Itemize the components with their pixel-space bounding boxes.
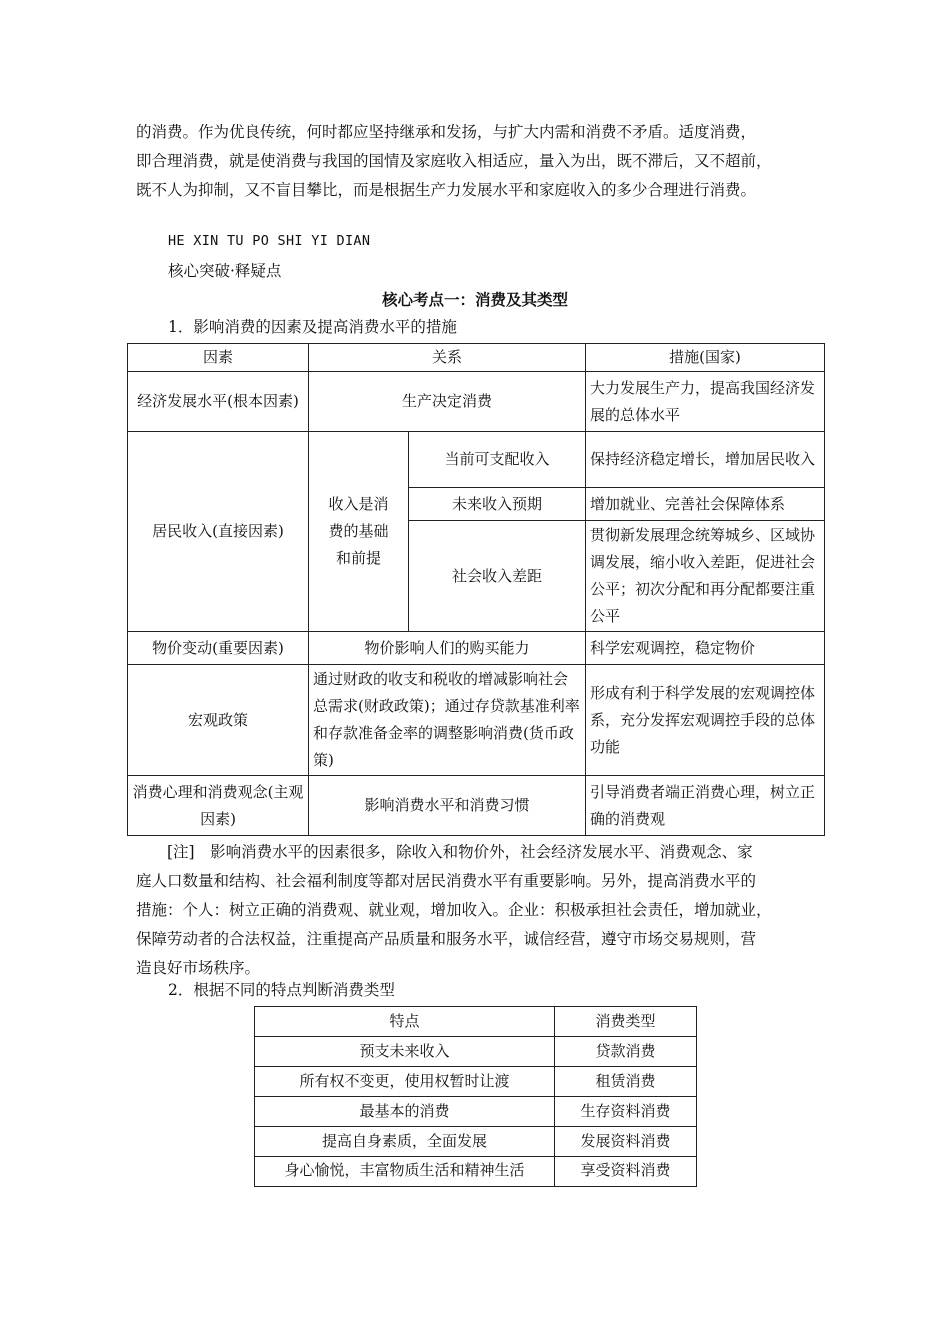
sub-factor-cell: 社会收入差距	[409, 521, 586, 632]
section-label: 核心突破·释疑点	[168, 262, 282, 280]
measure-cell: 引导消费者端正消费心理，树立正确的消费观	[586, 776, 825, 836]
section-pinyin: HE XIN TU PO SHI YI DIAN	[168, 233, 371, 249]
intro-line: 的消费。作为优良传统，何时都应坚持继承和发扬，与扩大内需和消费不矛盾。适度消费，	[136, 123, 757, 141]
table-header: 特点	[255, 1007, 555, 1037]
feature-cell: 身心愉悦，丰富物质生活和精神生活	[255, 1157, 555, 1187]
factor-cell: 居民收入(直接因素)	[128, 432, 309, 632]
type-cell: 租赁消费	[555, 1067, 697, 1097]
sub-factor-cell: 未来收入预期	[409, 488, 586, 521]
table-header: 消费类型	[555, 1007, 697, 1037]
measure-cell: 增加就业、完善社会保障体系	[586, 488, 825, 521]
note-line: 保障劳动者的合法权益，注重提高产品质量和服务水平，诚信经营，遵守市场交易规则，营	[136, 930, 757, 948]
feature-cell: 最基本的消费	[255, 1097, 555, 1127]
factor-cell: 经济发展水平(根本因素)	[128, 372, 309, 432]
note-paragraph	[136, 838, 826, 983]
feature-cell: 提高自身素质，全面发展	[255, 1127, 555, 1157]
factors-table	[127, 343, 825, 836]
factor-cell: 消费心理和消费观念(主观因素)	[128, 776, 309, 836]
factor-cell: 宏观政策	[128, 665, 309, 776]
type-cell: 发展资料消费	[555, 1127, 697, 1157]
measure-cell: 贯彻新发展理念统筹城乡、区域协调发展，缩小收入差距，促进社会公平；初次分配和再分配都要注重公平	[586, 521, 825, 632]
item1-title: 1．影响消费的因素及提高消费水平的措施	[168, 318, 457, 336]
measure-cell: 形成有利于科学发展的宏观调控体系，充分发挥宏观调控手段的总体功能	[586, 665, 825, 776]
relation-cell: 通过财政的收支和税收的增减影响社会总需求(财政政策)；通过存贷款基准利率和存款准备金率的调整影响消费(货币政策)	[309, 665, 586, 776]
feature-cell: 预支未来收入	[255, 1037, 555, 1067]
type-cell: 贷款消费	[555, 1037, 697, 1067]
table-header: 因素	[128, 344, 309, 372]
table-header: 措施(国家)	[586, 344, 825, 372]
consumption-type-table	[254, 1006, 697, 1187]
measure-cell: 大力发展生产力，提高我国经济发展的总体水平	[586, 372, 825, 432]
type-cell: 生存资料消费	[555, 1097, 697, 1127]
intro-line: 既不人为抑制，又不盲目攀比，而是根据生产力发展水平和家庭收入的多少合理进行消费。	[136, 181, 757, 199]
intro-paragraph	[136, 118, 826, 205]
table-header: 关系	[309, 344, 586, 372]
feature-cell: 所有权不变更，使用权暂时让渡	[255, 1067, 555, 1097]
note-line: 造良好市场秩序。	[136, 959, 261, 977]
factor-cell: 物价变动(重要因素)	[128, 632, 309, 665]
item2-title: 2．根据不同的特点判断消费类型	[168, 981, 395, 999]
relation-cell: 影响消费水平和消费习惯	[309, 776, 586, 836]
relation-cell: 物价影响人们的购买能力	[309, 632, 586, 665]
relation-cell: 收入是消费的基础和前提	[309, 432, 409, 632]
measure-cell: 科学宏观调控，稳定物价	[586, 632, 825, 665]
note-line: [注] 影响消费水平的因素很多，除收入和物价外，社会经济发展水平、消费观念、家	[167, 843, 753, 861]
intro-line: 即合理消费，就是使消费与我国的国情及家庭收入相适应，量入为出，既不滞后，又不超前，	[136, 152, 772, 170]
note-line: 庭人口数量和结构、社会福利制度等都对居民消费水平有重要影响。另外，提高消费水平的	[136, 872, 757, 890]
note-line: 措施：个人：树立正确的消费观、就业观，增加收入。企业：积极承担社会责任，增加就业，	[136, 901, 772, 919]
sub-factor-cell: 当前可支配收入	[409, 432, 586, 488]
core-title: 核心考点一：消费及其类型	[381, 291, 568, 309]
relation-cell: 生产决定消费	[309, 372, 586, 432]
type-cell: 享受资料消费	[555, 1157, 697, 1187]
measure-cell: 保持经济稳定增长，增加居民收入	[586, 432, 825, 488]
